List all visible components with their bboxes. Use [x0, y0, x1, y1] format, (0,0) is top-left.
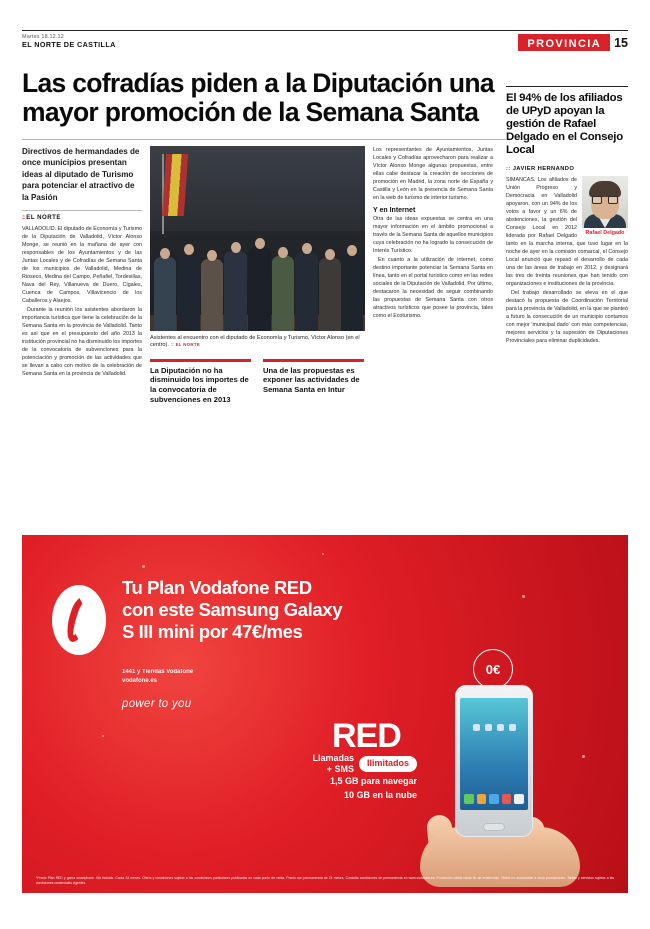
- vodafone-logo-icon: [52, 585, 106, 655]
- sidebar-article: [506, 86, 628, 346]
- sidebar-body: [506, 176, 628, 345]
- body-paragraph: En cuanto a la utilización de internet, como destino importante potenciar la Semana Santa en línea, tanto en el portal turístico como en las redes sociales de la Diputación de Valladolid. Por último, destacaron la necesidad de seguir combinando las propuestas de Semana Santa con otros atractivos turísticos que posee la provincia, tales como el Ecoturismo.: [373, 256, 493, 320]
- photo-caption-text: Asistentes al encuentro con el diputado de Economía y Turismo, Víctor Alonso (en el centro).: [150, 334, 360, 349]
- article-body-right-2: [373, 215, 493, 320]
- ad-headline-line3: S III mini por 47€/mes: [122, 621, 303, 643]
- sparkle: [582, 755, 585, 758]
- portrait-hair: [589, 181, 621, 197]
- byline-name: EL NORTE: [26, 214, 61, 222]
- article-byline: [22, 210, 142, 221]
- person: [319, 258, 341, 331]
- person: [154, 257, 176, 331]
- ad-footnote: *Precio Plan RED y gama smartphone. IVA incluido. Cuota 24 meses. Oferta y condiciones sujetas a las condiciones particulares publicadas en cada punto de venta. Precio con permanencia de 24 meses. Consulta condiciones de permanencia en www.vodafone.es. Promoción válida hasta fin de existencias. Oferta no acumulable a otras promociones. Tarifas y servicios sujetos a las condiciones comerciales vigentes.: [36, 876, 614, 886]
- feature-calls-label: Llamadas: [312, 753, 354, 763]
- pull-quote-rule: [150, 359, 251, 362]
- article-headline: Las cofradías piden a la Diputación una mayor promoción de la Semana Santa: [22, 68, 494, 127]
- photo-caption: [150, 335, 365, 350]
- phone-screen: [460, 698, 528, 810]
- phone-home-button: [483, 823, 505, 831]
- sparkle: [522, 595, 525, 598]
- portrait-photo: [582, 176, 628, 228]
- screen-app-icons: [464, 794, 524, 804]
- article-body-left: [22, 225, 142, 378]
- feature-unlimited-pill: Ilimitados: [359, 756, 417, 772]
- column-left: [22, 146, 142, 405]
- page-number: 15: [614, 35, 628, 50]
- pull-quote-box: [263, 359, 364, 405]
- article-photo: [150, 146, 365, 331]
- ad-headline: [122, 577, 422, 644]
- portrait-figure: [582, 176, 628, 236]
- sidebar-divider: [506, 86, 628, 87]
- feature-data-label: 1,5 GB para navegar: [329, 775, 417, 786]
- pull-quote-rule: [263, 359, 364, 362]
- column-middle: [150, 146, 365, 405]
- sparkle: [102, 735, 104, 737]
- sidebar-headline: El 94% de los afiliados de UPyD apoyan la gestión de Rafael Delgado en el Consejo Local: [506, 92, 623, 156]
- feature-sms-label: + SMS: [326, 763, 354, 774]
- ad-product-name: RED: [332, 717, 401, 755]
- samsung-galaxy-phone: [455, 685, 533, 837]
- screen-widgets: [460, 724, 528, 731]
- masthead: [22, 30, 628, 51]
- person: [177, 253, 200, 331]
- ad-phone-channel: 1441 y Tiendas Vodafone: [122, 669, 194, 675]
- body-paragraph: VALLADOLID. El diputado de Economía y Turismo de la Diputación de Valladolid, Víctor Alonso Monge, se reunió en la mañana de ayer con responsables de los Ayuntamientos y de las Juntas Locales y de Cofradías de Semana Santa de los municipios de Valladolid, Medina de Rioseco, Medina del Campo, Peñafiel, Tordesillas, Nava del Rey, Villanueva de Duero, Cigales, Cuenca de Campos, Villavicencio de los Caballeros y Alaejos.: [22, 226, 142, 305]
- publication-name: EL NORTE DE CASTILLA: [22, 40, 116, 50]
- body-paragraph: Durante la reunión los asistentes abordaron la importancia turística que tiene la celebración de la Semana Santa en la provincia de Valladolid. Tanto es así que en el presupuesto del año 2013 la institución provincial no ha disminuido los importes de la convocatoria de subvenciones para la potenciación y promoción de las actividades que se llevan a cabo con motivo de la celebración de Semana Santa en la provincia de Valladolid.: [22, 307, 142, 378]
- glasses-icon: [592, 196, 618, 204]
- sidebar-paragraph: SIMANCAS. Los afiliados de Unión Progreso y Democracia en Valladolid apoyaron, con un 94% de los votos a favor y un 6% de abstenciones, la gestión del Consejo Local en 2012 liderada por Rafael Delgado tanto en la marcha interna, que tuvo lugar en la noche de ayer en la comisión comarcal, el Consejo Local anunció que repasó el desarrollo de cada una de las áreas de trabajo en 2012, y designará las tres de treinta reuniones que han tenido con organizaciones e instituciones de la provincia.: [506, 177, 628, 288]
- column-right: [373, 146, 493, 405]
- masthead-left: [22, 34, 116, 49]
- article-body-right: [373, 146, 493, 202]
- person: [201, 259, 223, 331]
- photo-group-of-people: [150, 211, 365, 331]
- pull-quote-box: [150, 359, 251, 405]
- feature-row-calls: [237, 753, 417, 775]
- ad-headline-line2: con este Samsung Galaxy: [122, 599, 343, 621]
- body-paragraph: Otra de las ideas expuestas se centra en una mayor información en el ámbito promocional a través de la Semana Santa de aquellos municipios cuya celebración no ha logrado la consecución de Interés Turístico.: [373, 215, 494, 254]
- ad-contact-info: [122, 668, 193, 685]
- person: [224, 251, 247, 331]
- section-badge: PROVINCIA: [518, 34, 610, 51]
- pull-quote-text: La Diputación no ha disminuido los importes de la convocatoria de subvenciones en 2013: [150, 365, 249, 404]
- byline-marker: ::: [506, 166, 511, 172]
- sidebar-paragraph: Del trabajo desarrollado se eleva en el que destacó la propuesta de Coordinación Territorial para la provincia de Valladolid, en la que se planteó a futuro la consecución de un municipio contamos con mejor 'municipal dado' con más competencias, mejores servicios y la supresión de Diputaciones Provinciales para eliminar duplicidades.: [506, 290, 629, 345]
- article-lead: Directivos de hermandades de once municipios presentan ideas al diputado de Turismo para potenciar el atractivo de la Pasión: [22, 146, 140, 202]
- ad-website[interactable]: vodafone.es: [122, 677, 158, 684]
- sparkle: [322, 553, 324, 555]
- person: [295, 252, 318, 331]
- zero-price-badge: [473, 649, 513, 689]
- person: [272, 256, 294, 331]
- sidebar-byline-name: JAVIER HERNANDO: [512, 166, 575, 172]
- person: [341, 254, 363, 331]
- byline-marker: ::: [22, 214, 25, 222]
- portrait-caption: Rafael Delgado: [585, 230, 625, 236]
- pull-quote-boxes: [150, 359, 365, 405]
- pull-quote-text: Una de las propuestas es exponer las actividades de Semana Santa en Intur: [263, 365, 360, 395]
- ad-features: [237, 753, 417, 802]
- newspaper-page: [0, 30, 650, 929]
- sparkle: [142, 565, 145, 568]
- publication-date: Martes 18.12.12: [22, 34, 64, 40]
- ad-slogan: power to you: [122, 698, 192, 710]
- ad-headline-line1: Tu Plan Vodafone RED: [122, 577, 312, 598]
- zero-price-value: 0€: [473, 649, 513, 689]
- headline-divider: [22, 139, 506, 140]
- sidebar-byline: [506, 166, 628, 172]
- body-paragraph: Los representantes de Ayuntamientos, Juntas Locales y Cofradías aprovecharon para realizar a Víctor Alonso Monge algunas propuestas, entre ellas cabe destacar la creación de secciones de promoción en Madrid, la zona norte de España y Castilla y León en la presencia de Semana Santa en la web de turismo de interior turismo.: [373, 146, 493, 201]
- person: [248, 247, 271, 331]
- vodafone-advertisement[interactable]: [22, 535, 628, 893]
- masthead-right: [518, 34, 628, 51]
- flag-cloth: [162, 154, 188, 216]
- feature-cloud-label: 10 GB en la nube: [343, 789, 417, 800]
- photo-credit: :: EL NORTE: [170, 342, 201, 348]
- article-subhead: Y en Internet: [373, 206, 416, 214]
